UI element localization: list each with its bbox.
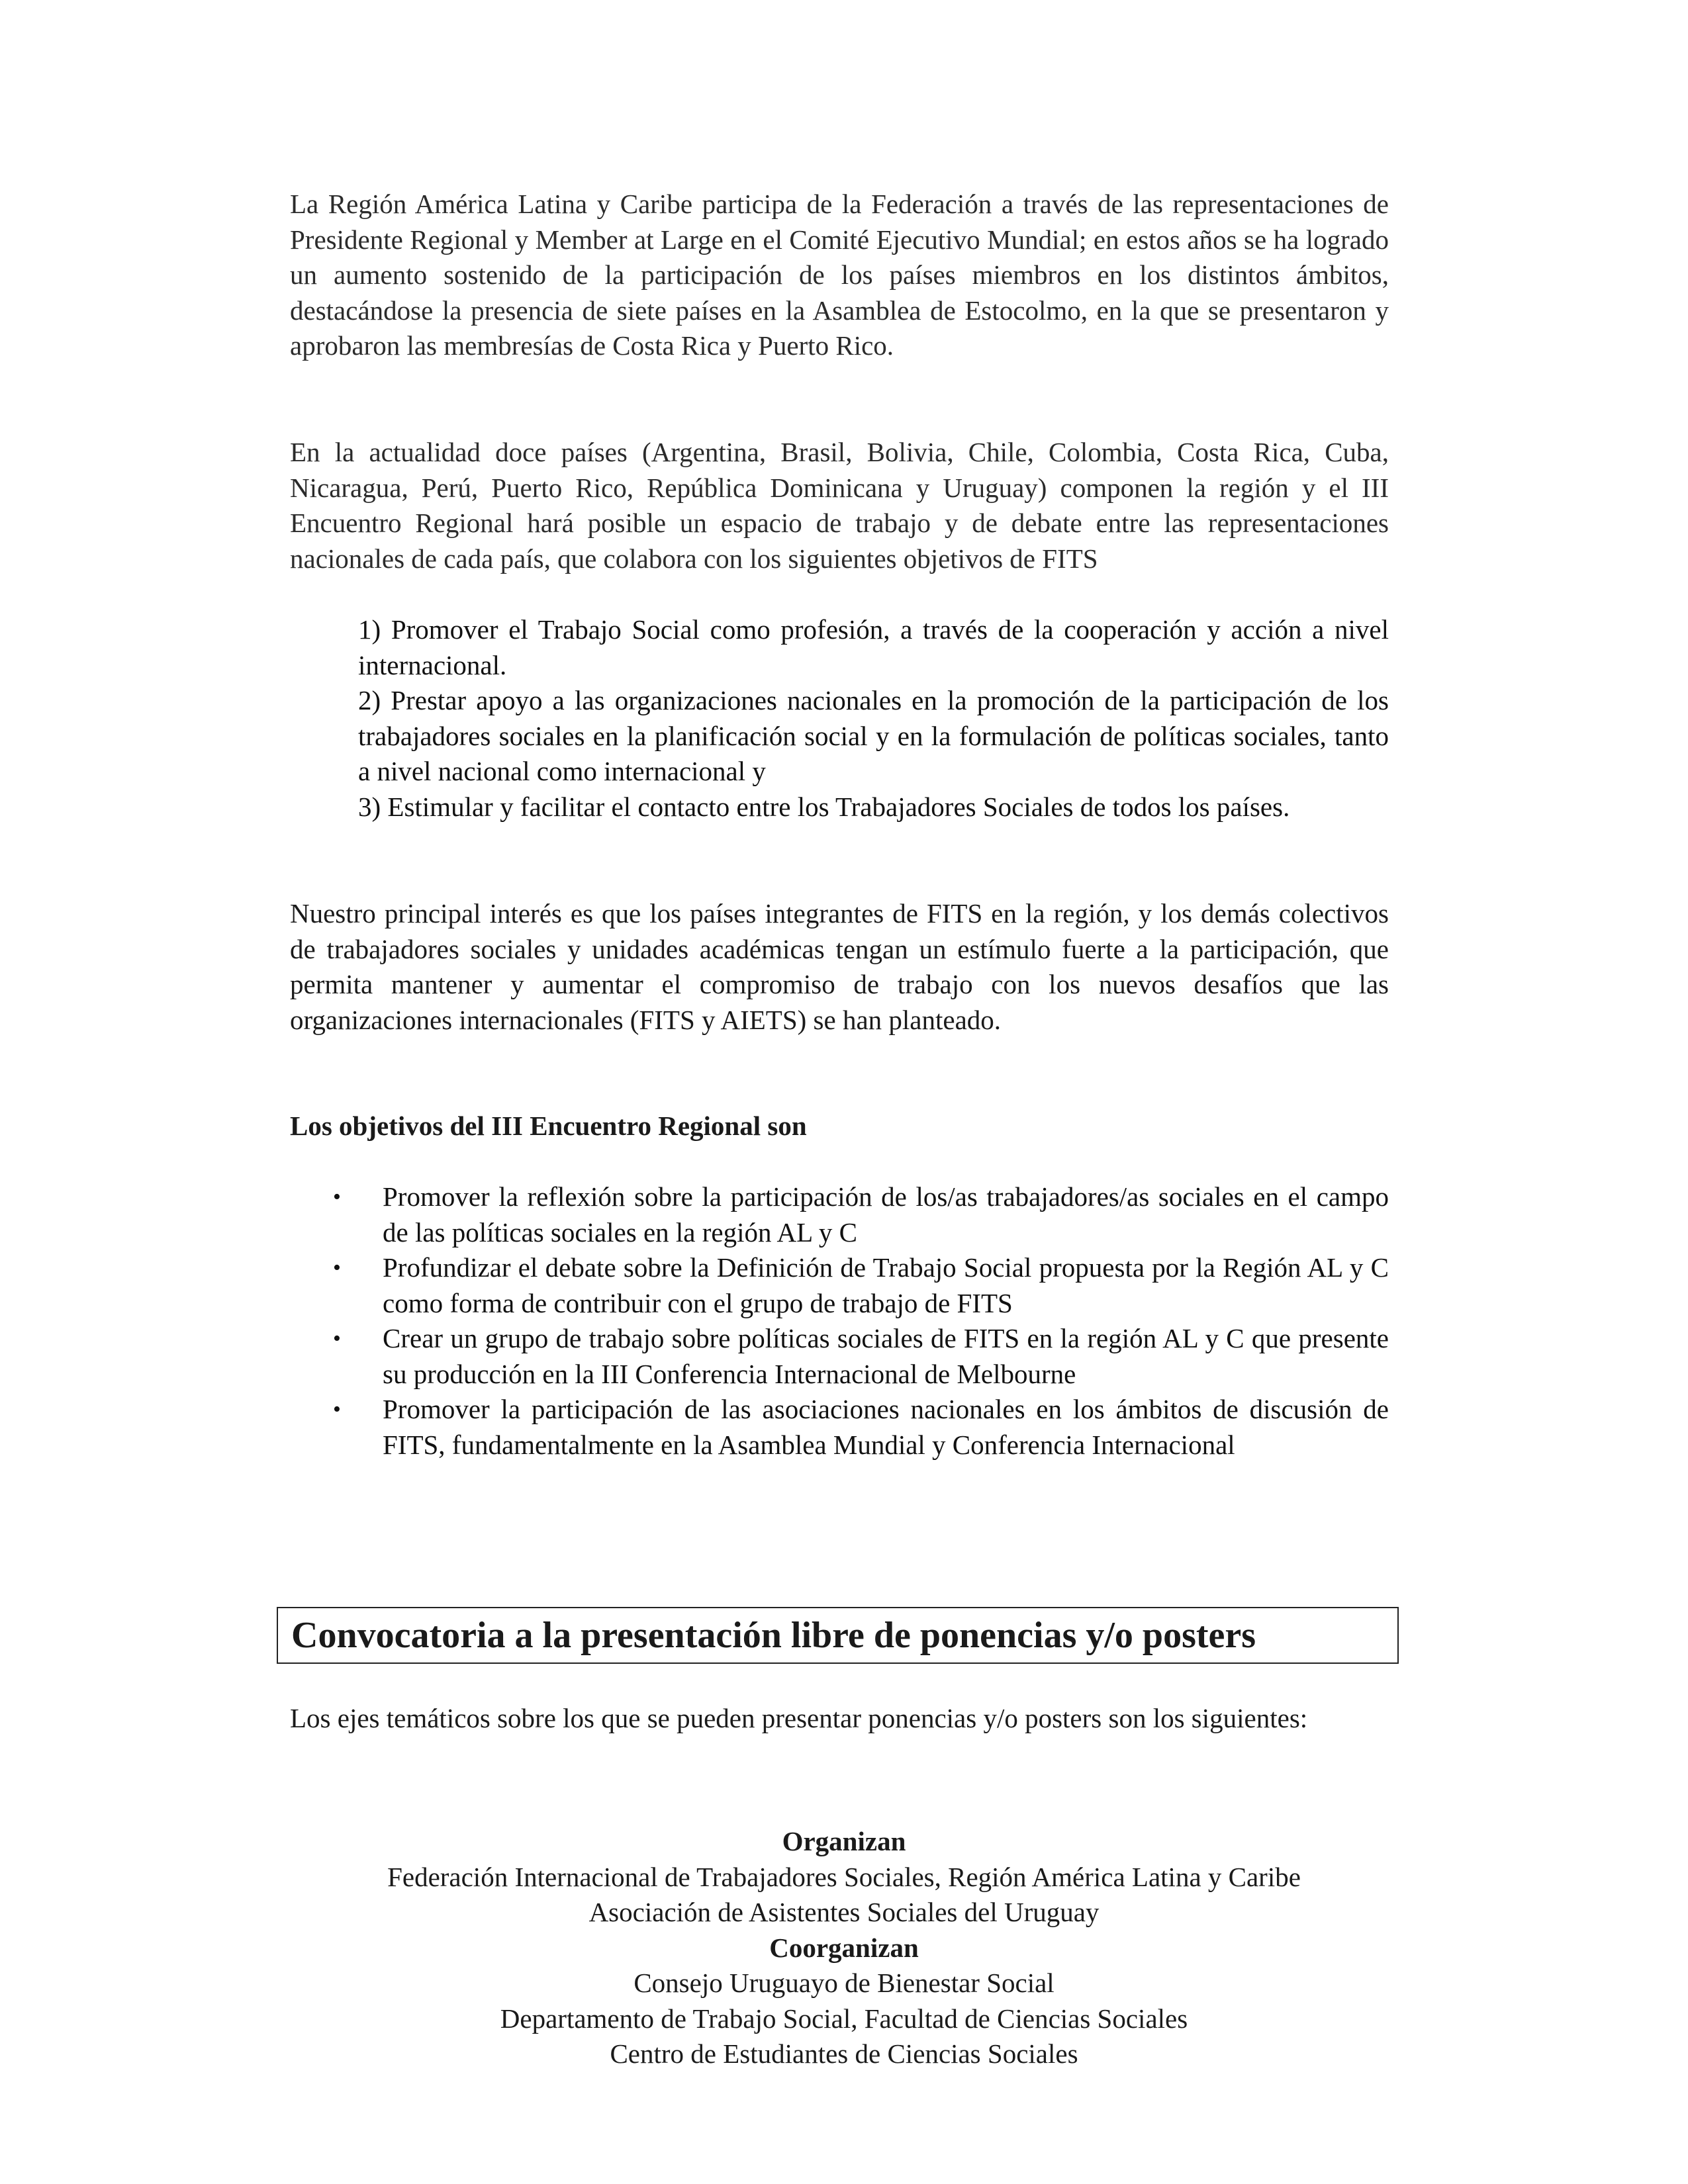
organizan-label: Organizan (782, 1826, 906, 1856)
coorganizer-line: Consejo Uruguayo de Bienestar Social (633, 1968, 1055, 1998)
paragraph-main-interest (290, 896, 1389, 1038)
fits-objective-3: 3) Estimular y facilitar el contacto entre los Trabajadores Sociales de todos los países. (358, 792, 1290, 822)
bullet-icon: • (333, 1185, 341, 1209)
organizer-line: Federación Internacional de Trabajadores Sociales, Región América Latina y Caribe (387, 1861, 1301, 1892)
coorganizan-label: Coorganizan (769, 1932, 919, 1963)
organizers-block (199, 1824, 1489, 2072)
fits-objective-1: 1) Promover el Trabajo Social como profesión, a través de la cooperación y acción a nivel internacional. (358, 614, 1389, 680)
list-item (290, 1321, 1389, 1392)
objectives-heading-text: Los objetivos del III Encuentro Regional son (290, 1111, 807, 1141)
call-title-box (277, 1607, 1399, 1664)
objectives-heading (290, 1109, 1389, 1144)
call-intro (290, 1701, 1389, 1737)
list-item (290, 1179, 1389, 1250)
objectives-list (290, 1179, 1389, 1463)
list-item (290, 1250, 1389, 1321)
organizer-line: Asociación de Asistentes Sociales del Uruguay (588, 1897, 1100, 1927)
paragraph-text: La Región América Latina y Caribe participa de la Federación a través de las representaciones de Presidente Regional y Member at Large en el Comité Ejecutivo Mundial; en estos años se ha logrado un aumento sostenido de la participación de los países miembros en los distintos ámbitos, destacándose la presencia de siete países en la Asamblea de Estocolmo, en la que se presentaron y aprobaron las membresías de Costa Rica y Puerto Rico. (290, 189, 1389, 361)
coorganizer-line: Centro de Estudiantes de Ciencias Sociales (610, 2038, 1078, 2069)
paragraph-text: Nuestro principal interés es que los países integrantes de FITS en la región, y los demás colectivos de trabajadores sociales y unidades académicas tengan un estímulo fuerte a la participación, que permita mantener y aumentar el compromiso de trabajo con los nuevos desafíos que las organizaciones internacionales (FITS y AIETS) se han planteado. (290, 898, 1389, 1035)
bullet-icon: • (333, 1255, 341, 1280)
list-item (290, 1392, 1389, 1463)
paragraph-text: En la actualidad doce países (Argentina, Brasil, Bolivia, Chile, Colombia, Costa Rica, Cuba, Nicaragua, Perú, Puerto Rico, República Dominicana y Uruguay) componen la región y el III Encuentro Regional hará posible un espacio de trabajo y de debate entre las representaciones nacionales de cada país, que colabora con los siguientes objetivos de FITS (290, 437, 1389, 574)
bullet-icon: • (333, 1397, 341, 1422)
coorganizer-line: Departamento de Trabajo Social, Facultad de Ciencias Sociales (500, 2003, 1188, 2034)
list-item-text: Crear un grupo de trabajo sobre políticas sociales de FITS en la región AL y C que presente su producción en la III Conferencia Internacional de Melbourne (383, 1323, 1389, 1389)
bullet-icon: • (333, 1326, 341, 1351)
call-intro-text: Los ejes temáticos sobre los que se pueden presentar ponencias y/o posters son los siguientes: (290, 1703, 1308, 1733)
call-title: Convocatoria a la presentación libre de ponencias y/o posters (291, 1615, 1256, 1656)
list-item-text: Promover la participación de las asociaciones nacionales en los ámbitos de discusión de FITS, fundamentalmente en la Asamblea Mundial y Conferencia Internacional (383, 1394, 1389, 1460)
list-item-text: Promover la reflexión sobre la participación de los/as trabajadores/as sociales en el campo de las políticas sociales en la región AL y C (383, 1181, 1389, 1248)
fits-objective-2: 2) Prestar apoyo a las organizaciones nacionales en la promoción de la participación de los trabajadores sociales en la planificación social y en la formulación de políticas sociales, tanto a nivel nacional como internacional y (358, 685, 1389, 786)
paragraph-fits-region (290, 187, 1389, 364)
list-item-text: Profundizar el debate sobre la Definición de Trabajo Social propuesta por la Región AL y C como forma de contribuir con el grupo de trabajo de FITS (383, 1252, 1389, 1318)
paragraph-member-countries (290, 435, 1389, 576)
